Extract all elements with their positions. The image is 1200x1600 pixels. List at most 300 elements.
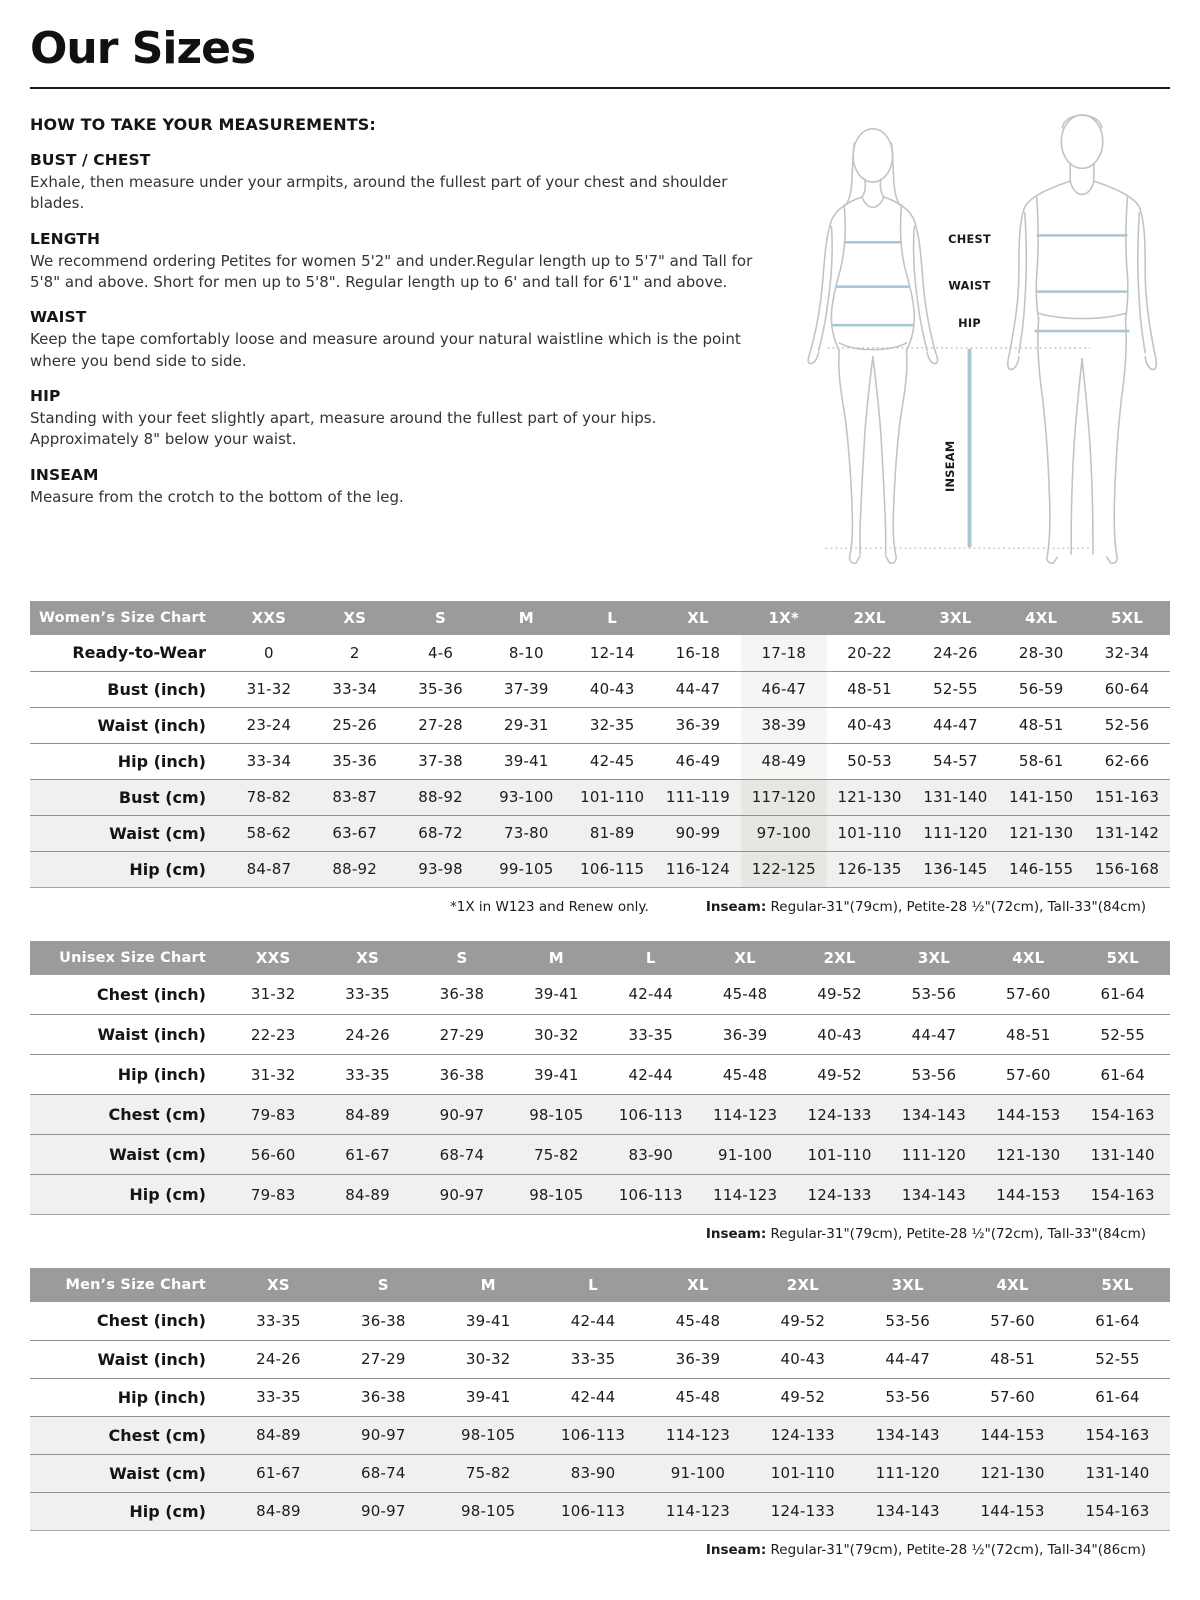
size-value-cell: 91-100	[670, 1464, 726, 1483]
size-value-cell: 88-92	[418, 788, 463, 807]
size-value-cell: 54-57	[933, 752, 978, 771]
size-value-cell: 121-130	[980, 1464, 1045, 1483]
inseam-note: Inseam: Regular-31"(79cm), Petite-28 ½"(72cm), Tall-34"(86cm)	[705, 1541, 1146, 1558]
table-row	[30, 1015, 1170, 1055]
mens-size-chart-table	[30, 1268, 1170, 1531]
size-value-cell: 39-41	[465, 1311, 511, 1330]
inseam-note: Inseam: Regular-31"(79cm), Petite-28 ½"(72cm), Tall-33"(84cm)	[705, 898, 1146, 915]
size-value-cell: 111-120	[901, 1145, 966, 1164]
row-label: Waist (inch)	[97, 715, 206, 735]
size-value-cell: 45-48	[675, 1388, 721, 1407]
size-value-cell: 36-38	[361, 1388, 406, 1407]
size-value-cell: 97-100	[741, 815, 827, 851]
instruction-sections	[30, 151, 778, 508]
size-value-cell: 24-26	[256, 1350, 301, 1369]
size-value-cell: 39-41	[534, 1065, 579, 1084]
size-value-cell: 33-34	[246, 752, 292, 771]
size-value-cell: 36-39	[675, 716, 721, 735]
size-value-cell: 57-60	[1006, 985, 1051, 1004]
size-value-cell: 44-47	[933, 716, 978, 735]
size-value-cell: 90-97	[361, 1502, 406, 1521]
size-column-header: 5XL	[1065, 1268, 1170, 1302]
size-value-cell: 16-18	[675, 643, 721, 662]
size-value-cell: 99-105	[499, 860, 554, 879]
size-value-cell: 106-115	[580, 860, 645, 879]
size-value-cell: 49-52	[817, 985, 862, 1004]
size-column-header: L	[604, 941, 698, 975]
size-value-cell: 124-133	[807, 1105, 872, 1124]
row-label: Bust (inch)	[107, 679, 206, 699]
size-value-cell: 93-100	[499, 788, 554, 807]
size-value-cell: 44-47	[911, 1025, 957, 1044]
size-value-cell: 31-32	[250, 1065, 296, 1084]
size-value-cell: 28-30	[1018, 643, 1064, 662]
inseam-note-label: Inseam:	[705, 898, 767, 915]
size-value-cell: 84-89	[256, 1502, 301, 1521]
measurement-instructions	[30, 115, 778, 573]
size-value-cell: 39-41	[504, 752, 549, 771]
size-value-cell: 101-110	[770, 1464, 835, 1483]
instruction-section-title: HIP	[30, 386, 61, 405]
size-value-cell: 154-163	[1085, 1502, 1150, 1521]
size-column-header: 3XL	[913, 601, 999, 635]
size-value-cell: 131-140	[1085, 1464, 1150, 1483]
size-value-cell: 90-99	[675, 824, 721, 843]
size-value-cell: 154-163	[1085, 1426, 1150, 1445]
size-value-cell: 98-105	[461, 1426, 516, 1445]
instruction-section	[30, 151, 778, 215]
size-value-cell: 36-39	[675, 1350, 721, 1369]
size-value-cell: 45-48	[722, 1065, 768, 1084]
size-value-cell: 40-43	[847, 716, 892, 735]
size-value-cell: 57-60	[1006, 1065, 1051, 1084]
size-value-cell: 141-150	[1009, 788, 1074, 807]
size-value-cell: 114-123	[665, 1426, 730, 1445]
instruction-section-body: Measure from the crotch to the bottom of the leg.	[30, 487, 404, 506]
size-value-cell: 134-143	[901, 1105, 966, 1124]
size-value-cell: 42-44	[570, 1388, 616, 1407]
size-value-cell: 122-125	[741, 851, 827, 887]
womens-size-chart	[30, 601, 1170, 915]
size-value-cell: 111-120	[923, 824, 988, 843]
size-column-header: M	[483, 601, 569, 635]
size-value-cell: 2	[349, 643, 360, 662]
row-label: Waist (inch)	[97, 1025, 206, 1045]
row-label: Ready-to-Wear	[72, 643, 206, 663]
size-value-cell: 56-59	[1018, 680, 1064, 699]
chart-footnotes	[30, 899, 1170, 915]
table-row	[30, 635, 1170, 671]
unisex-size-chart	[30, 941, 1170, 1243]
size-value-cell: 98-105	[529, 1105, 584, 1124]
size-value-cell: 44-47	[675, 680, 721, 699]
size-column-header: L	[569, 601, 655, 635]
size-column-header: 4XL	[960, 1268, 1065, 1302]
size-value-cell: 40-43	[780, 1350, 826, 1369]
size-value-cell: 106-113	[618, 1185, 683, 1204]
size-value-cell: 17-18	[741, 635, 827, 671]
size-value-cell: 42-44	[628, 985, 674, 1004]
man-figure-outline	[1008, 115, 1157, 563]
size-value-cell: 61-64	[1095, 1311, 1140, 1330]
row-label: Hip (cm)	[129, 1185, 206, 1205]
row-label: Chest (cm)	[108, 1105, 206, 1125]
row-label: Waist (cm)	[109, 823, 206, 843]
size-value-cell: 124-133	[770, 1502, 835, 1521]
size-column-header: XS	[226, 1268, 331, 1302]
size-value-cell: 33-35	[570, 1350, 616, 1369]
table-row	[30, 1416, 1170, 1454]
size-value-cell: 46-47	[741, 671, 827, 707]
size-value-cell: 52-55	[933, 680, 978, 699]
size-column-header: 4XL	[998, 601, 1084, 635]
size-value-cell: 101-110	[807, 1145, 872, 1164]
size-value-cell: 136-145	[923, 860, 988, 879]
chart-footnotes	[30, 1226, 1170, 1242]
size-value-cell: 98-105	[529, 1185, 584, 1204]
instruction-section-title: LENGTH	[30, 229, 101, 248]
size-value-cell: 56-60	[250, 1145, 296, 1164]
size-value-cell: 81-89	[589, 824, 635, 843]
chart-title: Unisex Size Chart	[30, 941, 226, 975]
inseam-note-label: Inseam:	[705, 1541, 767, 1558]
size-value-cell: 53-56	[911, 985, 957, 1004]
size-value-cell: 61-64	[1095, 1388, 1140, 1407]
size-value-cell: 50-53	[847, 752, 892, 771]
table-row	[30, 815, 1170, 851]
inseam-label: INSEAM	[942, 440, 957, 493]
size-value-cell: 106-113	[561, 1426, 626, 1445]
size-value-cell: 90-97	[361, 1426, 406, 1445]
size-value-cell: 68-74	[361, 1464, 406, 1483]
table-row	[30, 1340, 1170, 1378]
size-value-cell: 75-82	[534, 1145, 579, 1164]
row-label: Chest (cm)	[108, 1425, 206, 1445]
size-value-cell: 12-14	[589, 643, 635, 662]
instructions-heading: HOW TO TAKE YOUR MEASUREMENTS:	[30, 115, 376, 135]
size-value-cell: 25-26	[332, 716, 378, 735]
size-value-cell: 124-133	[807, 1185, 872, 1204]
row-label: Hip (inch)	[117, 1065, 206, 1085]
size-column-header: S	[331, 1268, 436, 1302]
size-value-cell: 24-26	[933, 643, 978, 662]
instruction-section-body: We recommend ordering Petites for women 5'2" and under.Regular length up to 5'7" and Tall for 5'8" and above. Short for men up to 5'8". Regular length up to 6' and tall for 6'1" and above.	[30, 251, 753, 292]
size-value-cell: 30-32	[465, 1350, 511, 1369]
size-column-header: 5XL	[1076, 941, 1170, 975]
size-value-cell: 131-140	[923, 788, 988, 807]
table-row	[30, 779, 1170, 815]
table-row	[30, 671, 1170, 707]
size-value-cell: 42-44	[628, 1065, 674, 1084]
size-value-cell: 131-140	[1090, 1145, 1155, 1164]
table-row	[30, 851, 1170, 887]
size-value-cell: 144-153	[996, 1105, 1061, 1124]
instruction-section	[30, 466, 778, 508]
size-value-cell: 124-133	[770, 1426, 835, 1445]
size-value-cell: 33-35	[628, 1025, 674, 1044]
size-value-cell: 30-32	[534, 1025, 579, 1044]
footnote-1x: *1X in W123 and Renew only.	[450, 898, 649, 915]
woman-figure-outline	[808, 129, 937, 563]
size-value-cell: 84-89	[345, 1185, 390, 1204]
size-value-cell: 33-35	[256, 1311, 301, 1330]
size-value-cell: 61-64	[1100, 1065, 1146, 1084]
table-row	[30, 1454, 1170, 1492]
size-value-cell: 114-123	[713, 1185, 778, 1204]
size-value-cell: 117-120	[741, 779, 827, 815]
table-row	[30, 1492, 1170, 1530]
size-value-cell: 61-64	[1100, 985, 1146, 1004]
size-value-cell: 121-130	[1009, 824, 1074, 843]
instruction-section-body: Standing with your feet slightly apart, measure around the fullest part of your hips. Approximately 8" below your waist.	[30, 408, 657, 449]
size-value-cell: 61-67	[345, 1145, 390, 1164]
size-value-cell: 36-38	[361, 1311, 406, 1330]
size-value-cell: 35-36	[418, 680, 463, 699]
size-value-cell: 58-61	[1018, 752, 1064, 771]
size-value-cell: 60-64	[1104, 680, 1150, 699]
size-column-header: M	[509, 941, 603, 975]
size-value-cell: 36-39	[722, 1025, 768, 1044]
measurement-diagram	[778, 115, 1170, 573]
chart-title: Men’s Size Chart	[30, 1268, 226, 1302]
table-row	[30, 1135, 1170, 1175]
row-label: Waist (inch)	[97, 1349, 206, 1369]
size-value-cell: 35-36	[332, 752, 378, 771]
size-value-cell: 52-55	[1100, 1025, 1146, 1044]
size-column-header: 2XL	[827, 601, 913, 635]
instruction-section-title: WAIST	[30, 308, 87, 327]
size-column-header: XXS	[226, 941, 320, 975]
womens-size-chart-table	[30, 601, 1170, 888]
size-value-cell: 32-34	[1104, 643, 1150, 662]
size-value-cell: 151-163	[1095, 788, 1160, 807]
size-value-cell: 83-90	[570, 1464, 616, 1483]
size-value-cell: 75-82	[465, 1464, 511, 1483]
size-value-cell: 88-92	[332, 860, 378, 879]
size-column-header: XL	[655, 601, 741, 635]
size-column-header: 3XL	[887, 941, 981, 975]
size-column-header: 3XL	[855, 1268, 960, 1302]
size-value-cell: 29-31	[504, 716, 549, 735]
size-value-cell: 154-163	[1090, 1105, 1155, 1124]
size-value-cell: 49-52	[817, 1065, 862, 1084]
chest-label: CHEST	[948, 232, 992, 247]
size-value-cell: 53-56	[885, 1388, 930, 1407]
size-column-header: S	[398, 601, 484, 635]
size-column-header: XS	[320, 941, 414, 975]
size-value-cell: 79-83	[250, 1105, 296, 1124]
row-label: Chest (inch)	[96, 1311, 206, 1331]
size-value-cell: 83-90	[628, 1145, 674, 1164]
table-row	[30, 1055, 1170, 1095]
inseam-note: Inseam: Regular-31"(79cm), Petite-28 ½"(72cm), Tall-33"(84cm)	[705, 1226, 1146, 1243]
size-value-cell: 134-143	[901, 1185, 966, 1204]
size-value-cell: 116-124	[665, 860, 730, 879]
size-value-cell: 37-38	[418, 752, 463, 771]
size-value-cell: 39-41	[465, 1388, 511, 1407]
size-value-cell: 61-67	[256, 1464, 301, 1483]
row-label: Hip (inch)	[117, 751, 206, 771]
size-value-cell: 84-89	[256, 1426, 301, 1445]
size-value-cell: 27-29	[439, 1025, 485, 1044]
size-value-cell: 91-100	[717, 1145, 773, 1164]
size-value-cell: 45-48	[675, 1311, 721, 1330]
size-value-cell: 48-51	[1018, 716, 1064, 735]
size-value-cell: 39-41	[534, 985, 579, 1004]
size-value-cell: 20-22	[847, 643, 892, 662]
size-value-cell: 144-153	[996, 1185, 1061, 1204]
size-value-cell: 114-123	[665, 1502, 730, 1521]
instruction-section-body: Exhale, then measure under your armpits, around the fullest part of your chest and shoulder blades.	[30, 173, 728, 213]
instruction-section-title: INSEAM	[30, 465, 99, 484]
size-value-cell: 48-49	[741, 743, 827, 779]
size-value-cell: 46-49	[675, 752, 721, 771]
size-value-cell: 37-39	[504, 680, 549, 699]
hip-label: HIP	[958, 316, 981, 331]
unisex-size-chart-table	[30, 941, 1170, 1216]
size-value-cell: 79-83	[250, 1185, 296, 1204]
size-column-header: S	[415, 941, 509, 975]
size-value-cell: 57-60	[990, 1388, 1035, 1407]
row-label: Hip (cm)	[129, 1501, 206, 1521]
size-value-cell: 33-35	[345, 1065, 390, 1084]
size-value-cell: 27-29	[361, 1350, 406, 1369]
waist-label: WAIST	[948, 278, 991, 293]
size-column-header: 4XL	[981, 941, 1075, 975]
size-column-header: 2XL	[792, 941, 886, 975]
size-value-cell: 52-55	[1095, 1350, 1140, 1369]
size-value-cell: 33-35	[345, 985, 390, 1004]
size-value-cell: 49-52	[780, 1388, 826, 1407]
row-label: Waist (cm)	[109, 1145, 206, 1165]
size-value-cell: 73-80	[504, 824, 549, 843]
size-value-cell: 4-6	[427, 643, 454, 662]
size-value-cell: 42-45	[589, 752, 635, 771]
table-row	[30, 743, 1170, 779]
size-value-cell: 23-24	[246, 716, 292, 735]
size-value-cell: 40-43	[589, 680, 635, 699]
size-value-cell: 154-163	[1090, 1185, 1155, 1204]
instruction-section-body: Keep the tape comfortably loose and measure around your natural waistline which is the point where you bend side to side.	[30, 330, 741, 370]
size-value-cell: 156-168	[1095, 860, 1160, 879]
size-value-cell: 8-10	[508, 643, 544, 662]
size-value-cell: 93-98	[418, 860, 463, 879]
size-value-cell: 106-113	[618, 1105, 683, 1124]
chart-title: Women’s Size Chart	[30, 601, 226, 635]
mens-size-chart	[30, 1268, 1170, 1558]
size-column-header: XL	[698, 941, 792, 975]
instruction-section	[30, 387, 778, 451]
size-value-cell: 33-35	[256, 1388, 301, 1407]
size-value-cell: 146-155	[1009, 860, 1074, 879]
size-value-cell: 101-110	[837, 824, 902, 843]
size-value-cell: 53-56	[911, 1065, 957, 1084]
size-value-cell: 24-26	[345, 1025, 390, 1044]
title-divider	[30, 87, 1170, 89]
size-column-header: XS	[312, 601, 398, 635]
size-value-cell: 22-23	[250, 1025, 296, 1044]
row-label: Chest (inch)	[96, 984, 206, 1004]
size-value-cell: 90-97	[439, 1105, 485, 1124]
instruction-section-title: BUST / CHEST	[30, 151, 151, 170]
size-column-header: 5XL	[1084, 601, 1170, 635]
size-value-cell: 84-87	[246, 860, 292, 879]
size-charts	[30, 601, 1170, 1558]
size-value-cell: 134-143	[875, 1426, 940, 1445]
size-value-cell: 27-28	[418, 716, 463, 735]
row-label: Waist (cm)	[109, 1463, 206, 1483]
table-row	[30, 1302, 1170, 1340]
size-value-cell: 106-113	[561, 1502, 626, 1521]
size-value-cell: 134-143	[875, 1502, 940, 1521]
top-section	[30, 115, 1170, 573]
size-value-cell: 31-32	[250, 985, 296, 1004]
size-value-cell: 44-47	[885, 1350, 930, 1369]
size-value-cell: 38-39	[741, 707, 827, 743]
size-value-cell: 114-123	[713, 1105, 778, 1124]
size-value-cell: 98-105	[461, 1502, 516, 1521]
size-value-cell: 48-51	[847, 680, 892, 699]
size-value-cell: 63-67	[332, 824, 378, 843]
size-value-cell: 36-38	[439, 985, 485, 1004]
size-value-cell: 42-44	[570, 1311, 616, 1330]
row-label: Hip (cm)	[129, 859, 206, 879]
size-value-cell: 0	[264, 643, 274, 662]
size-value-cell: 144-153	[980, 1502, 1045, 1521]
size-value-cell: 48-51	[990, 1350, 1035, 1369]
page-title: Our Sizes	[30, 23, 256, 74]
size-value-cell: 111-119	[665, 788, 730, 807]
size-value-cell: 84-89	[345, 1105, 390, 1124]
size-value-cell: 121-130	[996, 1145, 1061, 1164]
size-value-cell: 52-56	[1104, 716, 1150, 735]
inseam-note-label: Inseam:	[705, 1226, 767, 1243]
body-figures-illustration	[786, 103, 1161, 573]
size-value-cell: 144-153	[980, 1426, 1045, 1445]
size-value-cell: 78-82	[246, 788, 292, 807]
size-value-cell: 45-48	[722, 985, 768, 1004]
table-row	[30, 975, 1170, 1015]
table-row	[30, 1175, 1170, 1215]
size-value-cell: 90-97	[439, 1185, 485, 1204]
size-value-cell: 36-38	[439, 1065, 485, 1084]
size-value-cell: 48-51	[1006, 1025, 1051, 1044]
size-value-cell: 83-87	[332, 788, 378, 807]
size-value-cell: 53-56	[885, 1311, 930, 1330]
instruction-section	[30, 230, 778, 294]
size-value-cell: 121-130	[837, 788, 902, 807]
size-column-header: L	[541, 1268, 646, 1302]
size-value-cell: 62-66	[1104, 752, 1150, 771]
size-column-header: 1X*	[741, 601, 827, 635]
size-column-header: 2XL	[750, 1268, 855, 1302]
size-value-cell: 57-60	[990, 1311, 1035, 1330]
size-value-cell: 101-110	[580, 788, 645, 807]
chart-footnotes	[30, 1542, 1170, 1558]
table-row	[30, 1095, 1170, 1135]
size-value-cell: 32-35	[589, 716, 635, 735]
instruction-section	[30, 308, 778, 372]
size-value-cell: 111-120	[875, 1464, 940, 1483]
size-value-cell: 126-135	[837, 860, 902, 879]
size-value-cell: 68-72	[418, 824, 463, 843]
size-value-cell: 49-52	[780, 1311, 826, 1330]
size-value-cell: 40-43	[817, 1025, 862, 1044]
table-row	[30, 707, 1170, 743]
table-row	[30, 1378, 1170, 1416]
size-column-header: M	[436, 1268, 541, 1302]
size-value-cell: 31-32	[246, 680, 292, 699]
